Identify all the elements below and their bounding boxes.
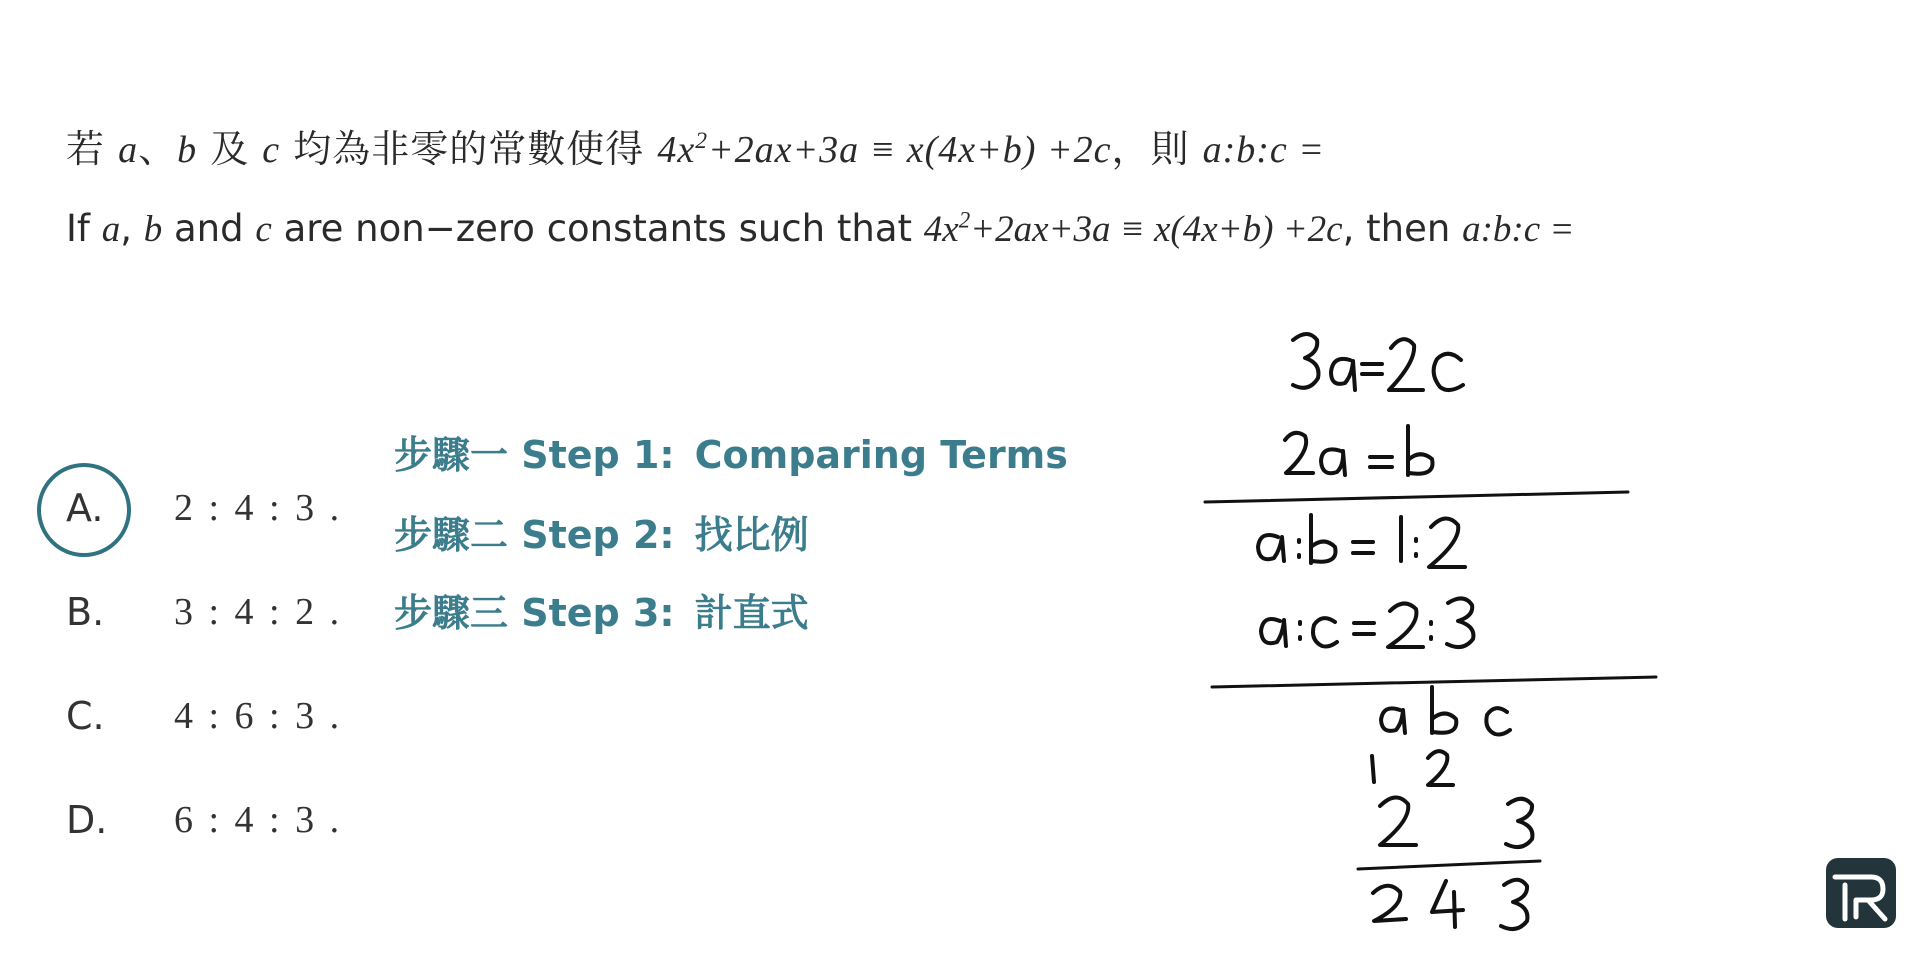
handwritten-line-1 <box>1293 334 1463 390</box>
option-letter: D. <box>66 798 108 842</box>
option-a[interactable] <box>66 478 342 538</box>
question-zh-separator: 、 <box>138 127 178 171</box>
question-zh-ratio: a:b:c = <box>1202 129 1325 171</box>
handwritten-line-7 <box>1380 797 1532 847</box>
expression-en-rest: +2ax+3a ≡ x(4x+b) +2c <box>970 209 1343 250</box>
logo-mark-icon <box>1826 858 1896 928</box>
question-zh-var-b: b <box>177 129 198 171</box>
question-en-conjunction: and <box>162 207 256 250</box>
question-zh-expression <box>657 129 1111 171</box>
question-zh-text: 均為非零的常數使得 <box>280 127 658 171</box>
option-value: 3 : 4 : 2 . <box>174 591 343 633</box>
handwritten-line-3 <box>1258 515 1465 567</box>
handwritten-line-4 <box>1261 598 1473 647</box>
option-b[interactable] <box>66 582 342 642</box>
step-label: 步驟一 Step 1: <box>394 433 675 477</box>
question-en-var-b: b <box>143 209 163 250</box>
question-zh-prefix: 若 <box>66 127 119 171</box>
handwritten-line-6 <box>1372 751 1453 785</box>
step-label: 步驟二 Step 2: <box>394 513 675 557</box>
question-en-then: , then <box>1342 207 1463 250</box>
handwritten-line-2 <box>1285 426 1433 475</box>
option-value: 4 : 6 : 3 . <box>174 695 343 737</box>
handwritten-divider-3 <box>1358 861 1540 869</box>
question-english <box>66 204 1574 255</box>
expression-zh-exponent: 2 <box>695 127 708 154</box>
step-1 <box>394 430 1068 480</box>
handwritten-line-5 <box>1381 687 1510 735</box>
handwritten-divider-2 <box>1212 677 1656 687</box>
option-value: 2 : 4 : 3 . <box>174 487 343 529</box>
question-en-text: are non−zero constants such that <box>271 207 924 250</box>
brand-logo <box>1826 858 1896 928</box>
step-label: 步驟三 Step 3: <box>394 591 675 635</box>
step-text: Comparing Terms <box>694 433 1068 477</box>
expression-en-exponent: 2 <box>958 207 971 233</box>
step-text: 計直式 <box>694 591 809 635</box>
question-chinese <box>66 124 1325 175</box>
option-d[interactable] <box>66 790 342 850</box>
question-zh-then: ，則 <box>1111 127 1203 171</box>
handwritten-work <box>1190 315 1690 935</box>
step-3 <box>394 588 809 638</box>
question-en-var-a: a <box>101 209 121 250</box>
option-c[interactable] <box>66 686 342 746</box>
question-zh-var-a: a <box>118 129 139 171</box>
step-text: 找比例 <box>694 513 809 557</box>
question-en-ratio: a:b:c = <box>1462 209 1575 250</box>
question-zh-conjunction: 及 <box>197 127 263 171</box>
handwritten-line-8 <box>1373 880 1527 929</box>
question-en-prefix: If <box>66 207 102 250</box>
expression-zh-start: 4x <box>657 129 696 171</box>
option-letter: A. <box>66 486 104 530</box>
expression-en-start: 4x <box>923 209 959 250</box>
handwritten-divider-1 <box>1205 492 1628 502</box>
step-2 <box>394 510 809 560</box>
option-letter: C. <box>66 694 105 738</box>
question-zh-var-c: c <box>262 129 281 171</box>
option-value: 6 : 4 : 3 . <box>174 799 343 841</box>
option-letter: B. <box>66 590 105 634</box>
question-en-var-c: c <box>255 209 272 250</box>
expression-zh-rest: +2ax+3a ≡ x(4x+b) +2c <box>707 129 1112 171</box>
question-en-expression <box>924 209 1343 250</box>
question-en-separator: , <box>120 207 144 250</box>
